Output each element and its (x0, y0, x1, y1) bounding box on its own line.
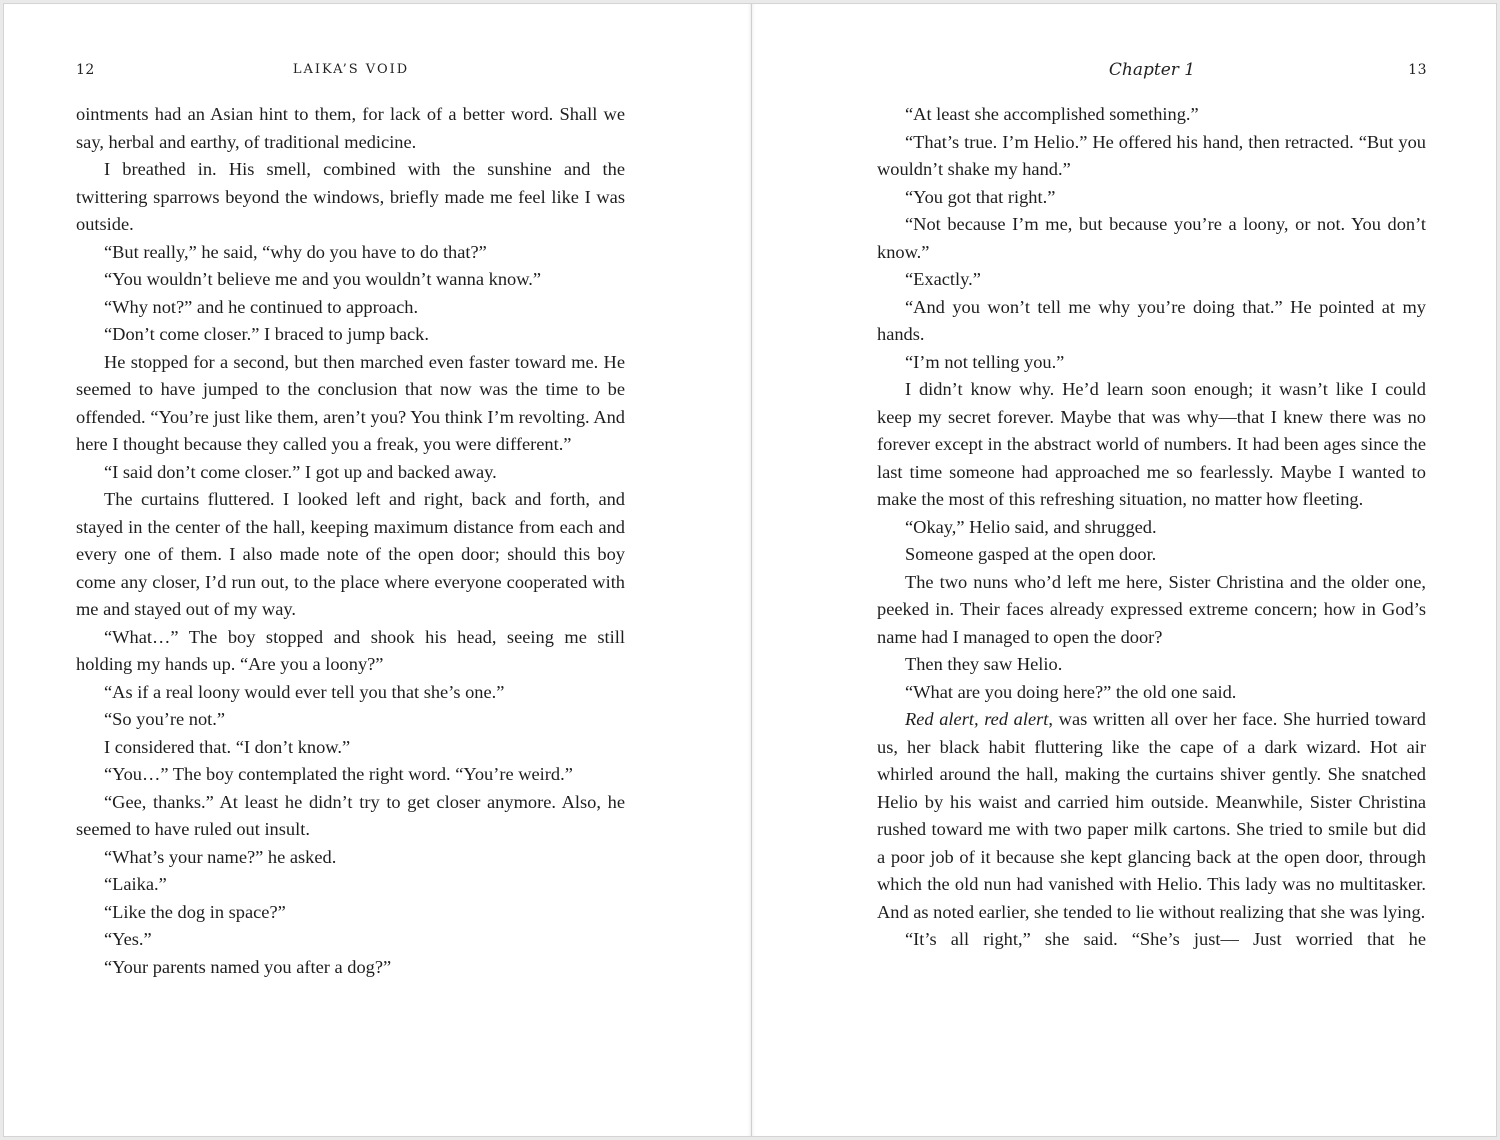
paragraph: “You got that right.” (905, 186, 1056, 207)
paragraph: “Like the dog in space?” (104, 901, 286, 922)
paragraph: “I’m not telling you.” (905, 351, 1065, 372)
paragraph: I breathed in. His smell, combined with the sunshine and the twittering sparrows beyond the windows, briefly made me feel like I was outside. (76, 159, 625, 234)
paragraph: The curtains fluttered. I looked left and right, back and forth, and stayed in the center of the hall, keeping maximum distance from each and every one of them. I also made note of the open door; should this boy come any closer, I’d run out, to the place where everyone cooperated with me and stayed out of my way. (76, 489, 625, 619)
paragraph: “I said don’t come closer.” I got up and backed away. (104, 461, 497, 482)
paragraph: “Why not?” and he continued to approach. (104, 296, 419, 317)
italic-phrase: Red alert, red alert (905, 709, 1049, 729)
left-page (4, 4, 752, 1136)
book-title: LAIKA’S VOID (292, 62, 410, 77)
paragraph: “Laika.” (104, 874, 167, 894)
left-running-head (76, 58, 626, 82)
paragraph: “But really,” he said, “why do you have to do that?” (104, 241, 487, 262)
paragraph: “You wouldn’t believe me and you wouldn’t wanna know.” (104, 269, 542, 289)
paragraph: “What…” The boy stopped and shook his head, seeing me still holding my hands up. “Are you a loony?” (76, 626, 625, 674)
paragraph: “Not because I’m me, but because you’re a loony, or not. You don’t know.” (877, 214, 1426, 262)
paragraph: “You…” The boy contemplated the right word. “You’re weird.” (104, 764, 573, 784)
paragraph-text: , was written all over her face. She hurried toward us, her black habit fluttering like the cape of a dark wizard. Hot air whirled around the hall, making the curtains shiver gently. She snatched Helio by his waist and carried him outside. Meanwhile, Sister Christina rushed toward me with two paper milk cartons. She tried to smile but did a poor job of it because she kept glancing back at the open door, through which the old nun had vanished with Helio. This lady was no multitasker. And as noted earlier, she tended to lie without realizing that she was lying. (877, 709, 1426, 922)
paragraph: “So you’re not.” (104, 709, 226, 729)
page-number: 12 (76, 62, 95, 78)
paragraph: “Don’t come closer.” I braced to jump back. (104, 324, 429, 344)
paragraph: “What’s your name?” he asked. (104, 846, 337, 867)
page-number: 13 (1408, 62, 1427, 78)
paragraph: “Okay,” Helio said, and shrugged. (905, 516, 1157, 537)
paragraph: “That’s true. I’m Helio.” He offered his hand, then retracted. “But you wouldn’t shake my hand.” (877, 131, 1426, 179)
right-page-body (877, 101, 1426, 954)
book-spread (3, 3, 1497, 1137)
paragraph: ointments had an Asian hint to them, for lack of a better word. Shall we say, herbal and earthy, of traditional medicine. (76, 104, 625, 152)
paragraph: Someone gasped at the open door. (905, 544, 1157, 564)
paragraph: “At least she accomplished something.” (905, 104, 1199, 124)
paragraph: I didn’t know why. He’d learn soon enough; it wasn’t like I could keep my secret forever. Maybe that was why—that I knew there was no forever except in the abstract world of numbers. It had been ages since the last time someone had approached me so fearlessly. Maybe I wanted to make the most of this refreshing situation, no matter how fleeting. (877, 379, 1426, 509)
paragraph: “Exactly.” (905, 269, 981, 289)
right-running-head (877, 58, 1427, 82)
paragraph: “As if a real loony would ever tell you that she’s one.” (104, 681, 505, 702)
paragraph: I considered that. “I don’t know.” (104, 736, 351, 757)
paragraph: “Yes.” (104, 929, 152, 949)
chapter-title: Chapter 1 (1108, 60, 1196, 80)
paragraph: “It’s all right,” she said. “She’s just— Just worried that he (905, 929, 1426, 949)
paragraph: Then they saw Helio. (905, 654, 1063, 674)
left-page-body (76, 101, 625, 981)
right-page (752, 4, 1496, 1136)
paragraph: “What are you doing here?” the old one said. (905, 681, 1237, 702)
paragraph: “Your parents named you after a dog?” (104, 956, 392, 977)
paragraph: “Gee, thanks.” At least he didn’t try to get closer anymore. Also, he seemed to have ruled out insult. (76, 791, 625, 839)
paragraph (877, 706, 1426, 926)
paragraph: The two nuns who’d left me here, Sister Christina and the older one, peeked in. Their faces already expressed extreme concern; how in God’s name had I managed to open the door? (877, 571, 1426, 647)
paragraph: He stopped for a second, but then marched even faster toward me. He seemed to have jumped to the conclusion that now was the time to be offended. “You’re just like them, aren’t you? You think I’m revolting. And here I thought because they called you a freak, you were different.” (76, 351, 625, 454)
paragraph: “And you won’t tell me why you’re doing that.” He pointed at my hands. (877, 296, 1426, 344)
